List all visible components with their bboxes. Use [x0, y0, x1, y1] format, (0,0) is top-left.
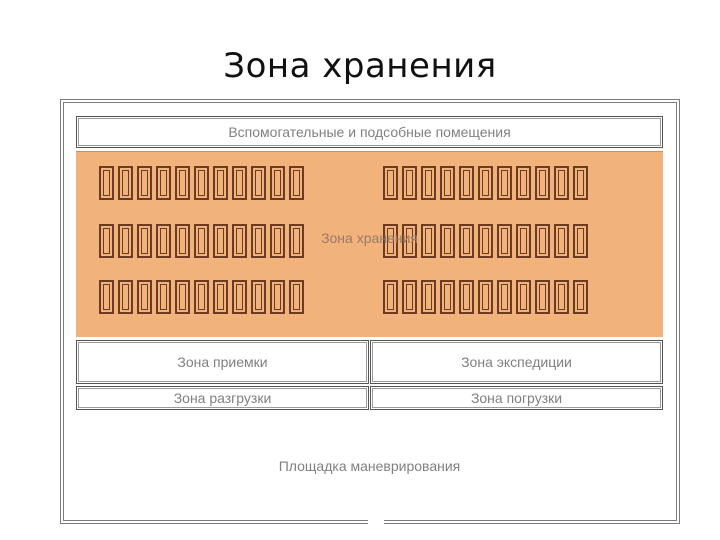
rack-cell	[516, 280, 531, 314]
room-dispatch	[370, 340, 663, 384]
room-storage-label: Зона хранения	[321, 230, 418, 246]
room-unloading-label: Зона разгрузки	[173, 390, 272, 406]
rack-cell	[270, 166, 285, 200]
room-receiving	[76, 340, 369, 384]
rack-cell	[535, 280, 550, 314]
rack-cell	[459, 166, 474, 200]
rack-cell	[213, 166, 228, 200]
rack-cell	[194, 166, 209, 200]
rack-cell	[535, 166, 550, 200]
rack-cell	[440, 166, 455, 200]
rack-cell	[118, 166, 133, 200]
rack-cell	[421, 280, 436, 314]
rack-cell	[156, 280, 171, 314]
rack-cell	[516, 166, 531, 200]
rack-cell	[478, 166, 493, 200]
room-loading-label: Зона погрузки	[470, 390, 563, 406]
rack-cell	[118, 280, 133, 314]
slide-title: Зона хранения	[223, 46, 497, 86]
room-dispatch-label: Зона экспедиции	[461, 354, 572, 370]
rack-cell	[383, 166, 398, 200]
rack-cell	[194, 280, 209, 314]
rack-cell	[573, 166, 588, 200]
rack-cell	[497, 280, 512, 314]
rack-cell	[402, 166, 417, 200]
rack-cell	[402, 280, 417, 314]
rack-cell	[554, 166, 569, 200]
rack-row-left-3	[99, 280, 304, 314]
rack-cell	[497, 166, 512, 200]
rack-row-left-1	[99, 166, 304, 200]
rack-cell	[175, 166, 190, 200]
rack-cell	[232, 166, 247, 200]
rack-cell	[99, 166, 114, 200]
rack-cell	[251, 280, 266, 314]
rack-row-right-3	[383, 280, 588, 314]
rack-cell	[573, 280, 588, 314]
room-storage	[76, 151, 663, 337]
rack-cell	[383, 280, 398, 314]
rack-cell	[137, 166, 152, 200]
rack-cell	[232, 280, 247, 314]
rack-cell	[289, 166, 304, 200]
rack-cell	[251, 166, 266, 200]
room-maneuvering-label: Площадка маневрирования	[278, 458, 461, 474]
rack-cell	[137, 280, 152, 314]
room-unloading	[76, 386, 369, 410]
rack-cell	[421, 166, 436, 200]
rack-cell	[99, 280, 114, 314]
rack-cell	[270, 280, 285, 314]
room-auxiliary	[76, 116, 663, 148]
rack-cell	[213, 280, 228, 314]
room-receiving-label: Зона приемки	[177, 354, 268, 370]
rack-cell	[289, 280, 304, 314]
rack-cell	[156, 166, 171, 200]
rack-row-right-1	[383, 166, 588, 200]
room-loading	[370, 386, 663, 410]
rack-cell	[440, 280, 455, 314]
rack-cell	[459, 280, 474, 314]
room-maneuvering	[76, 412, 663, 520]
rack-cell	[478, 280, 493, 314]
room-auxiliary-label: Вспомогательные и подсобные помещения	[228, 124, 511, 140]
rack-cell	[175, 280, 190, 314]
rack-cell	[554, 280, 569, 314]
